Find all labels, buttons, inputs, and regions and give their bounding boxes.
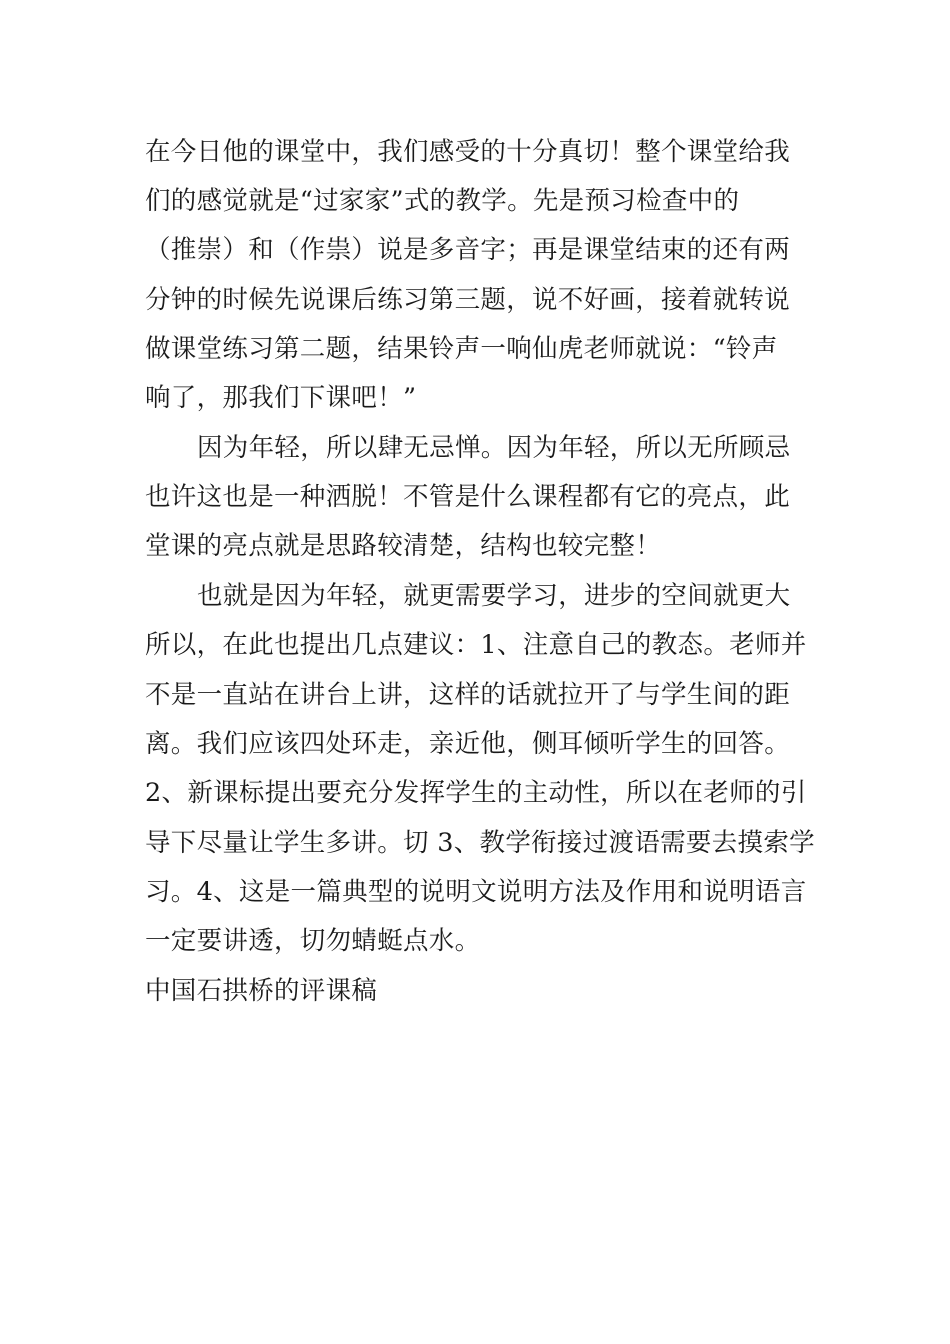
text-line: （推崇）和（作祟）说是多音字；再是课堂结束的还有两 [145,235,791,265]
paragraph-start-line: 因为年轻，所以肆无忌惮。因为年轻，所以无所顾忌 [197,433,791,463]
document-title: 中国石拱桥的评课稿 [145,976,378,1006]
text-line: 们的感觉就是“过家家”式的教学。先是预习检查中的 [145,186,740,216]
text-line: 一定要讲透，切勿蜻蜓点水。 [145,926,481,956]
text-line: 习。4、这是一篇典型的说明文说明方法及作用和说明语言 [145,877,807,907]
text-line: 分钟的时候先说课后练习第三题，说不好画，接着就转说 [145,285,791,315]
text-line: 在今日他的课堂中，我们感受的十分真切！整个课堂给我 [145,137,791,167]
text-line: 不是一直站在讲台上讲，这样的话就拉开了与学生间的距 [145,680,791,710]
text-line: 离。我们应该四处环走，亲近他，侧耳倾听学生的回答。 [145,729,791,759]
text-line: 响了，那我们下课吧！” [145,383,417,413]
paragraph-start-line: 也就是因为年轻，就更需要学习，进步的空间就更大 [197,581,791,611]
text-line: 堂课的亮点就是思路较清楚，结构也较完整！ [145,531,662,561]
text-line: 2、新课标提出要充分发挥学生的主动性，所以在老师的引 [145,778,807,808]
text-line: 也许这也是一种洒脱！不管是什么课程都有它的亮点，此 [145,482,791,512]
text-line: 导下尽量让学生多讲。切 3、教学衔接过渡语需要去摸索学 [145,828,815,858]
text-line: 所以，在此也提出几点建议：1、注意自己的教态。老师并 [145,630,807,660]
text-line: 做课堂练习第二题，结果铃声一响仙虎老师就说：“铃声 [145,334,778,364]
